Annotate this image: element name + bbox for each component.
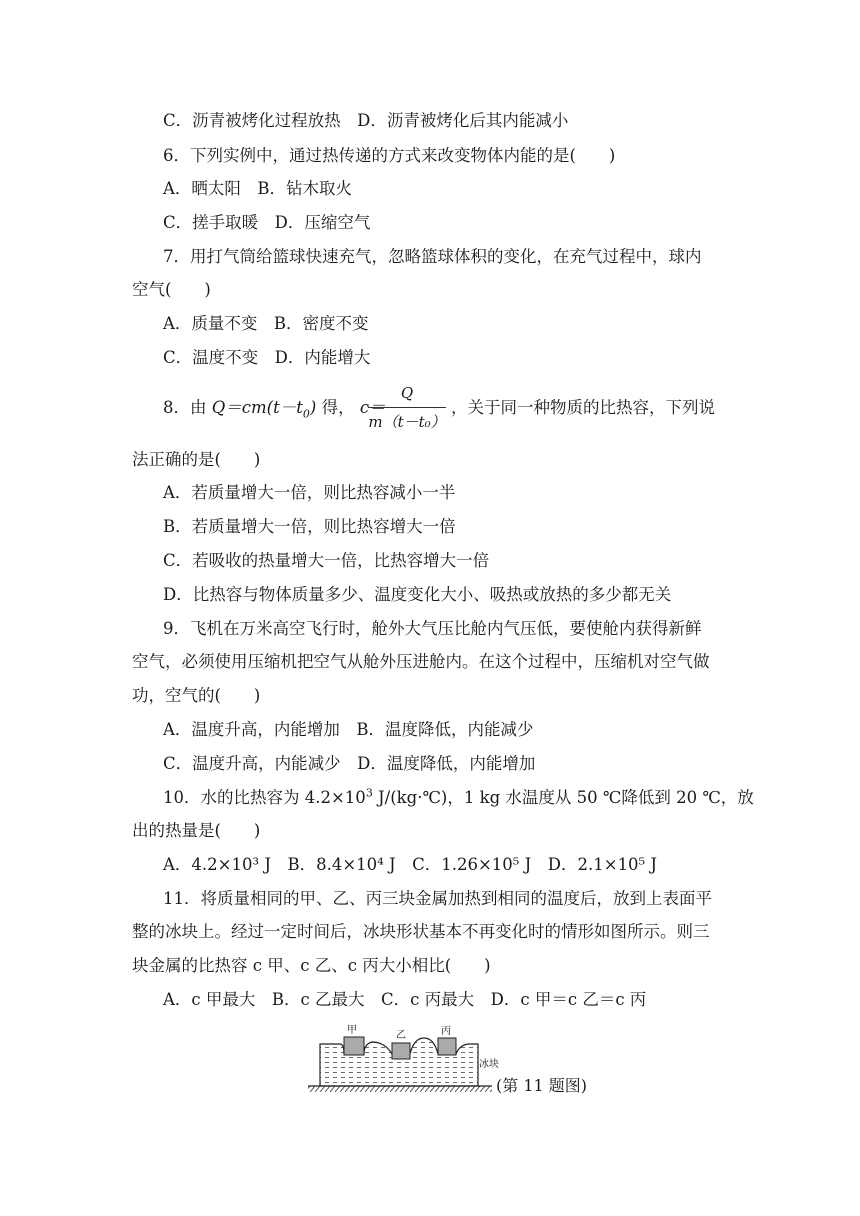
label-yi: 乙 [396, 1030, 406, 1041]
question-11-cont1: 整的冰块上。经过一定时间后，冰块形状基本不再变化时的情形如图所示。则三 [132, 922, 710, 941]
q7-options-ab: A．质量不变 B．密度不变 [163, 314, 369, 333]
q8-c-eq: c＝ [359, 398, 386, 417]
q8-option-d: D．比热容与物体质量多少、温度变化大小、吸热或放热的多少都无关 [163, 585, 672, 604]
q6-options-ab: A．晒太阳 B．钻木取火 [163, 179, 353, 198]
question-10-cont: 出的热量是( ) [132, 821, 261, 840]
label-jia: 甲 [347, 1025, 357, 1036]
metal-block-jia [344, 1037, 364, 1055]
question-9: 9．飞机在万米高空飞行时，舱外大气压比舱内气压低，要使舱内获得新鲜 [163, 619, 702, 638]
q5-options-cd: C．沥青被烤化过程放热 D．沥青被烤化后其内能减小 [163, 111, 569, 130]
label-bing: 丙 [441, 1026, 451, 1037]
q8-fraction [368, 384, 446, 434]
q8-option-b: B．若质量增大一倍，则比热容增大一倍 [163, 517, 456, 536]
q11-options: A．c 甲最大 B．c 乙最大 C．c 丙最大 D．c 甲＝c 乙＝c 丙 [163, 990, 647, 1009]
q7-options-cd: C．温度不变 D．内能增大 [163, 348, 371, 367]
question-6: 6．下列实例中，通过热传递的方式来改变物体内能的是( ) [163, 146, 616, 165]
fraction-bar [368, 407, 446, 408]
q6-options-cd: C．搓手取暖 D．压缩空气 [163, 213, 371, 232]
question-8 [163, 397, 386, 419]
metal-block-bing [438, 1038, 456, 1055]
fraction-numerator: Q [400, 384, 414, 402]
question-11: 11．将质量相同的甲、乙、丙三块金属加热到相同的温度后，放到上表面平 [163, 889, 712, 908]
ground-hatch [308, 1086, 492, 1092]
q8-prefix: 8．由 [163, 398, 207, 417]
figure-caption: (第 11 题图) [496, 1076, 588, 1095]
q8-heat-formula: $Q=cm(t-t_0)$ [211, 398, 317, 421]
question-8-tail: ，关于同一种物质的比热容，下列说 [451, 398, 715, 417]
question-10: 10．水的比热容为 $4.2\times 10^3$ J/(kg·℃)，1 kg 水温度从 50 ℃降低到 20 ℃，放 [163, 786, 754, 807]
q10-options: A．4.2×10³ J B．8.4×10⁴ J C．1.26×10⁵ J D．2.1×10⁵ J [163, 855, 658, 874]
question-9-cont1: 空气，必须使用压缩机把空气从舱外压进舱内。在这个过程中，压缩机对空气做 [132, 652, 710, 671]
q8-option-c: C．若吸收的热量增大一倍，比热容增大一倍 [163, 551, 490, 570]
ice-block-figure [300, 1020, 500, 1100]
question-9-cont2: 功，空气的( ) [132, 686, 261, 705]
fraction-denominator: m（t－t₀） [368, 413, 446, 431]
q8-option-a: A．若质量增大一倍，则比热容减小一半 [163, 483, 456, 502]
q9-options-cd: C．温度升高，内能减少 D．温度降低，内能增加 [163, 754, 536, 773]
question-8-cont: 法正确的是( ) [132, 450, 261, 469]
question-7-cont: 空气( ) [132, 280, 211, 299]
question-7: 7．用打气筒给篮球快速充气，忽略篮球体积的变化，在充气过程中，球内 [163, 247, 702, 266]
q9-options-ab: A．温度升高，内能增加 B．温度降低，内能减少 [163, 720, 534, 739]
label-ice: 冰块 [479, 1059, 499, 1070]
question-11-cont2: 块金属的比热容 c 甲、c 乙、c 丙大小相比( ) [132, 956, 491, 975]
q8-mid: 得， [321, 398, 355, 417]
metal-block-yi [392, 1043, 410, 1059]
